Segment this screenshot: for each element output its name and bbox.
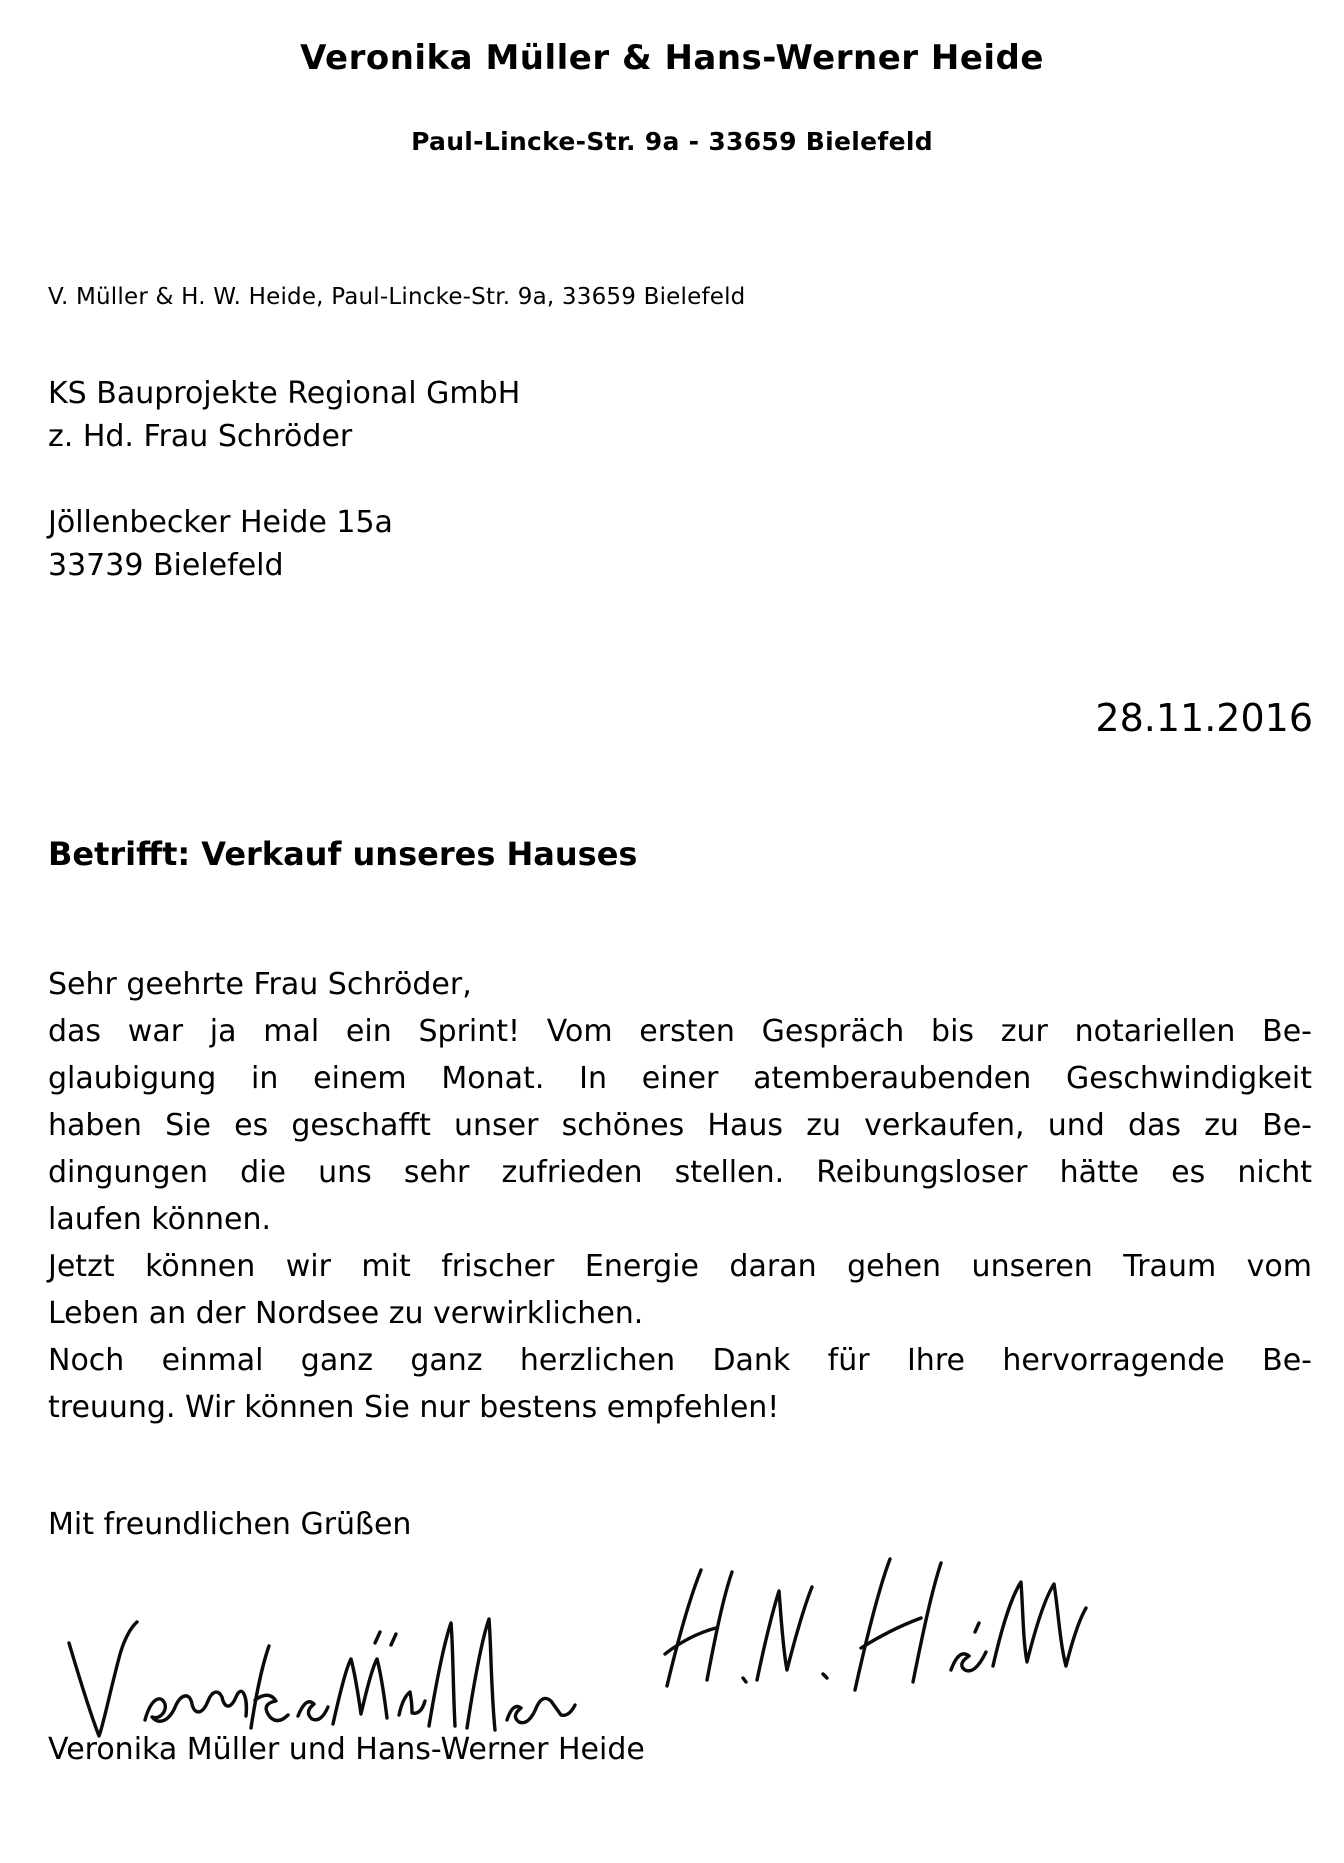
recipient-spacer: [48, 458, 520, 501]
body-line: Noch einmal ganz ganz herzlichen Dank für Ihre hervorragende Be-: [48, 1343, 1312, 1378]
letter-date: 28.11.2016: [1095, 696, 1313, 740]
body-line: haben Sie es geschafft unser schönes Haus zu verkaufen, und das zu Be-: [48, 1108, 1312, 1143]
recipient-city: 33739 Bielefeld: [48, 548, 284, 583]
valediction: Mit freundlichen Grüßen: [48, 1507, 412, 1542]
recipient-address-block: [48, 372, 520, 587]
letterhead-address: Paul-Lincke-Str. 9a - 33659 Bielefeld: [411, 127, 933, 156]
signature-hans-werner-heide: [665, 1559, 1086, 1690]
signature-area: [55, 1548, 1125, 1748]
body-line: das war ja mal ein Sprint! Vom ersten Gespräch bis zur notariellen Be-: [48, 1014, 1312, 1049]
body-line: treuung. Wir können Sie nur bestens empfehlen!: [48, 1390, 780, 1425]
recipient-attention: z. Hd. Frau Schröder: [48, 419, 353, 454]
body-line: laufen können.: [48, 1202, 271, 1237]
recipient-street: Jöllenbecker Heide 15a: [48, 505, 393, 540]
sender-return-address: V. Müller & H. W. Heide, Paul-Lincke-Str. 9a, 33659 Bielefeld: [48, 284, 746, 310]
body-line: Leben an der Nordsee zu verwirklichen.: [48, 1296, 644, 1331]
recipient-company: KS Bauprojekte Regional GmbH: [48, 376, 521, 411]
body-line: Jetzt können wir mit frischer Energie daran gehen unseren Traum vom: [48, 1249, 1312, 1284]
body-line: glaubigung in einem Monat. In einer atemberaubenden Geschwindigkeit: [48, 1061, 1312, 1096]
handwritten-signatures: [55, 1548, 1125, 1748]
letter-body: [48, 961, 1312, 1431]
printed-signature-names: Veronika Müller und Hans-Werner Heide: [48, 1732, 645, 1767]
signature-veronika-mueller: [69, 1619, 575, 1736]
body-line: dingungen die uns sehr zufrieden stellen. Reibungsloser hätte es nicht: [48, 1155, 1312, 1190]
letterhead-title: Veronika Müller & Hans-Werner Heide: [300, 38, 1044, 78]
body-line: Sehr geehrte Frau Schröder,: [48, 967, 472, 1002]
subject-line: Betrifft: Verkauf unseres Hauses: [48, 835, 638, 873]
